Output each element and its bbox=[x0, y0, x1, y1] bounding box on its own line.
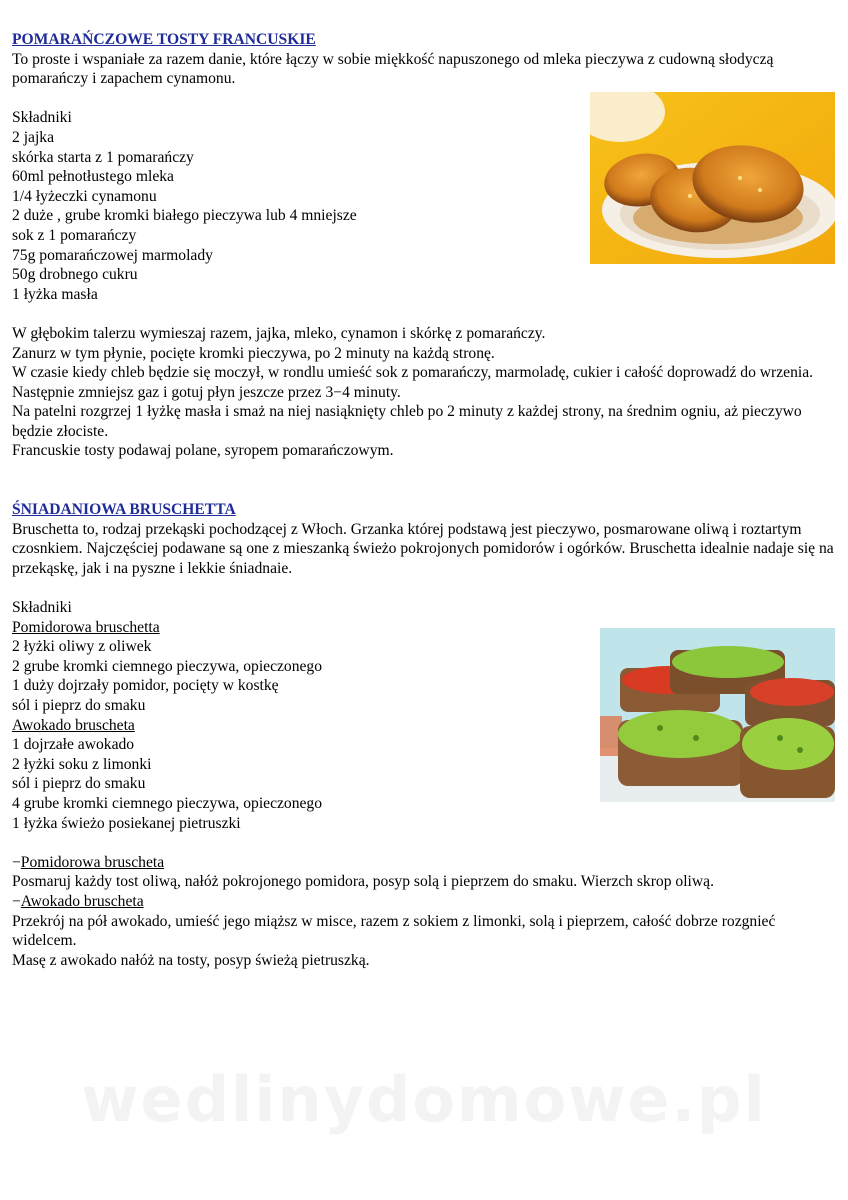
ingredient-item: 75g pomarańczowej marmolady bbox=[12, 246, 213, 264]
method-heading-tomato bbox=[12, 853, 840, 873]
ingredient-item: 2 łyżki soku z limonki bbox=[12, 755, 152, 773]
recipe2-intro: Bruschetta to, rodzaj przekąski pochodzącej z Włoch. Grzanka której podstawą jest pieczywo, posmarowane oliwą i roztartym czosnkiem. Najczęściej podawane są one z mieszanką świeżo pokrojonych pomidorów i ogórków. Bruschetta idealnie nadaje się na przekąskę, jak i na pyszne i lekkie śniadnaie. bbox=[12, 520, 834, 577]
recipe1-title: POMARAŃCZOWE TOSTY FRANCUSKIE bbox=[12, 31, 316, 48]
french-toast-image bbox=[590, 92, 835, 264]
french-toast-photo bbox=[590, 92, 835, 264]
bruschetta-image bbox=[600, 628, 835, 802]
ingredient-item: 2 jajka bbox=[12, 128, 54, 146]
recipe1-step: Zanurz w tym płynie, pocięte kromki pieczywa, po 2 minuty na każdą stronę. bbox=[12, 344, 495, 362]
method-heading-avocado-label: Awokado bruscheta bbox=[20, 892, 144, 910]
subsection-heading-avocado: Awokado bruscheta bbox=[12, 716, 135, 734]
ingredient-item: sól i pieprz do smaku bbox=[12, 775, 146, 793]
ingredient-item: 1 łyżka masła bbox=[12, 285, 98, 303]
ingredient-item: sól i pieprz do smaku bbox=[12, 697, 146, 714]
ingredient-item: 1/4 łyżeczki cynamonu bbox=[12, 187, 157, 205]
method-text-avocado: Przekrój na pół awokado, umieść jego miąższ w misce, razem z sokiem z limonki, solą i pieprzem, całość dobrze rozgnieć widelcem. bbox=[12, 912, 776, 950]
subsection-heading-tomato: Pomidorowa bruschetta bbox=[12, 618, 160, 636]
watermark: wedlinydomowe.pl bbox=[81, 1063, 767, 1136]
method-text-avocado-serve: Masę z awokado nałóż na tosty, posyp świeżą pietruszką. bbox=[12, 951, 370, 969]
dash-prefix: − bbox=[12, 853, 21, 871]
ingredient-item: 60ml pełnotłustego mleka bbox=[12, 168, 174, 186]
ingredient-item: skórka starta z 1 pomarańczy bbox=[12, 148, 194, 166]
ingredient-item: 2 grube kromki ciemnego pieczywa, opieczonego bbox=[12, 657, 323, 675]
ingredient-item: 1 dojrzałe awokado bbox=[12, 736, 135, 754]
recipe1-step: W czasie kiedy chleb będzie się moczył, w rondlu umieść sok z pomarańczy, marmoladę, cukier i całość doprowadź do wrzenia. Następnie zmniejsz gaz i gotuj płyn jeszcze przez 3−4 minuty. bbox=[12, 364, 814, 401]
recipe1-ingredients-heading: Składniki bbox=[12, 109, 72, 127]
dash-prefix: − bbox=[12, 892, 21, 910]
ingredient-item: 50g drobnego cukru bbox=[12, 266, 138, 284]
recipe1-step: Francuskie tosty podawaj polane, syropem pomarańczowym. bbox=[12, 442, 394, 460]
bruschetta-photo bbox=[600, 628, 835, 802]
ingredient-item: 2 łyżki oliwy z oliwek bbox=[12, 638, 152, 656]
method-text-tomato: Posmaruj każdy tost oliwą, nałóż pokrojonego pomidora, posyp solą i pieprzem do smaku. Wierzch skrop oliwą. bbox=[12, 873, 714, 891]
ingredient-item: 2 duże , grube kromki białego pieczywa lub 4 mniejsze bbox=[12, 207, 357, 225]
method-heading-avocado bbox=[12, 892, 840, 912]
recipe1-step: Na patelni rozgrzej 1 łyżkę masła i smaż na niej nasiąknięty chleb po 2 minuty z każdej strony, na średnim ogniu, aż pieczywo będzie złociste. bbox=[12, 403, 802, 440]
recipe2-title: ŚNIADANIOWA BRUSCHETTA bbox=[12, 501, 236, 519]
ingredient-item: 1 duży dojrzały pomidor, pocięty w kostkę bbox=[12, 677, 279, 695]
ingredient-item: 1 łyżka świeżo posiekanej pietruszki bbox=[12, 814, 241, 832]
ingredient-item: sok z 1 pomarańczy bbox=[12, 226, 137, 244]
recipe1-step: W głębokim talerzu wymieszaj razem, jajka, mleko, cynamon i skórkę z pomarańczy. bbox=[12, 324, 546, 342]
ingredient-item: 4 grube kromki ciemnego pieczywa, opieczonego bbox=[12, 794, 323, 812]
recipe1-intro: To proste i wspaniałe za razem danie, które łączy w sobie miękkość napuszonego od mleka pieczywa z cudowną słodyczą pomarańczy i zapachem cynamonu. bbox=[12, 50, 774, 88]
method-heading-tomato-label: Pomidorowa bruscheta bbox=[20, 853, 165, 871]
recipe2-ingredients-heading: Składniki bbox=[12, 599, 72, 617]
